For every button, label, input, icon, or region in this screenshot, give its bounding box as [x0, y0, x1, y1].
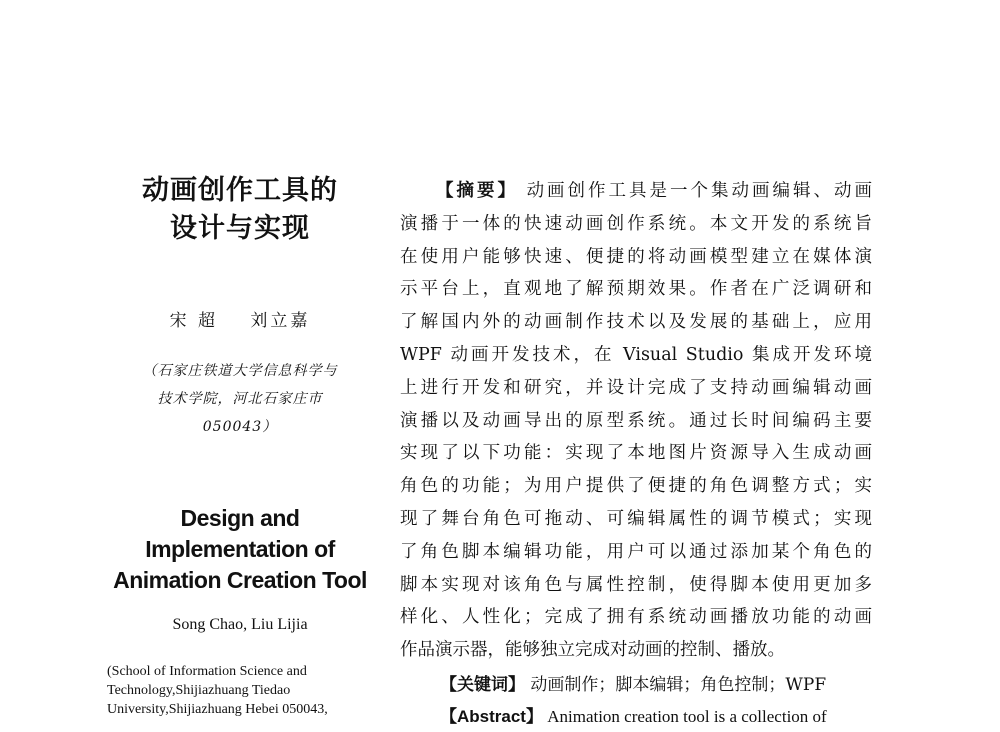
cn-author-2: 刘立嘉	[250, 311, 311, 331]
cn-affil-line1: （石家庄铁道大学信息科学与	[142, 363, 338, 379]
abstract-line: 演播于一体的快速动画创作系统。本文开发的系统旨	[400, 213, 872, 234]
en-title-line2: Implementation of	[145, 536, 335, 562]
abstract-line: 示平台上，直观地了解预期效果。作者在广泛调研和	[400, 279, 872, 300]
abstract-line: 现了舞台角色可拖动、可编辑属性的调节模式；实现	[400, 508, 872, 529]
cn-authors	[95, 306, 385, 331]
en-affil-line3: University,Shijiazhuang Hebei 050043,	[107, 702, 328, 717]
en-affil-line1: (School of Information Science and	[107, 664, 307, 679]
en-affiliation	[95, 662, 397, 721]
cn-affil-line3: 050043）	[202, 419, 278, 435]
cn-title-line2: 设计与实现	[170, 213, 310, 244]
cn-affiliation	[95, 357, 385, 441]
cn-author-1: 宋 超	[169, 311, 218, 331]
en-abstract-label: 【Abstract】	[440, 707, 543, 726]
en-abstract-text: Animation creation tool is a collection of	[547, 707, 827, 726]
abstract-line: 脚本实现对该角色与属性控制，使得脚本使用更加多	[400, 574, 872, 595]
abstract-line: 了解国内外的动画制作技术以及发展的基础上，应用	[400, 312, 872, 333]
abstract-line: 作品演示器，能够独立完成对动画的控制、播放。	[400, 640, 785, 661]
abstract-line: 角色的功能；为用户提供了便捷的角色调整方式；实	[400, 476, 872, 497]
title-column	[95, 172, 385, 721]
abstract-column	[400, 175, 872, 667]
abstract-line: 了角色脚本编辑功能，用户可以通过添加某个角色的	[400, 541, 872, 562]
keywords-label: 【关键词】	[440, 675, 525, 695]
abstract-line: WPF 动画开发技术，在 Visual Studio 集成开发环境	[400, 344, 872, 365]
en-affil-line2: Technology,Shijiazhuang Tiedao	[107, 683, 291, 698]
cn-title	[95, 172, 385, 248]
abstract-line: 上进行开发和研究，并设计完成了支持动画编辑动画	[400, 377, 872, 398]
en-abstract	[440, 702, 880, 732]
abstract-line: 样化、人性化；完成了拥有系统动画播放功能的动画	[400, 607, 872, 628]
abstract-line: 【摘要】 动画创作工具是一个集动画编辑、动画	[436, 181, 872, 201]
keywords-text: 动画制作；脚本编辑；角色控制；WPF	[530, 675, 827, 695]
en-title	[95, 503, 385, 596]
en-title-line3: Animation Creation Tool	[113, 567, 367, 593]
en-title-line1: Design and	[180, 505, 300, 531]
abstract-line: 实现了以下功能：实现了本地图片资源导入生成动画	[400, 443, 872, 464]
abstract-line: 在使用户能够快速、便捷的将动画模型建立在媒体演	[400, 246, 872, 267]
abstract-line: 演播以及动画导出的原型系统。通过长时间编码主要	[400, 410, 872, 431]
cn-title-line1: 动画创作工具的	[142, 175, 338, 206]
keywords	[440, 670, 880, 700]
cn-affil-line2: 技术学院，河北石家庄市	[157, 391, 323, 407]
en-authors: Song Chao, Liu Lijia	[172, 616, 308, 633]
abstract-label: 【摘要】	[436, 181, 518, 201]
